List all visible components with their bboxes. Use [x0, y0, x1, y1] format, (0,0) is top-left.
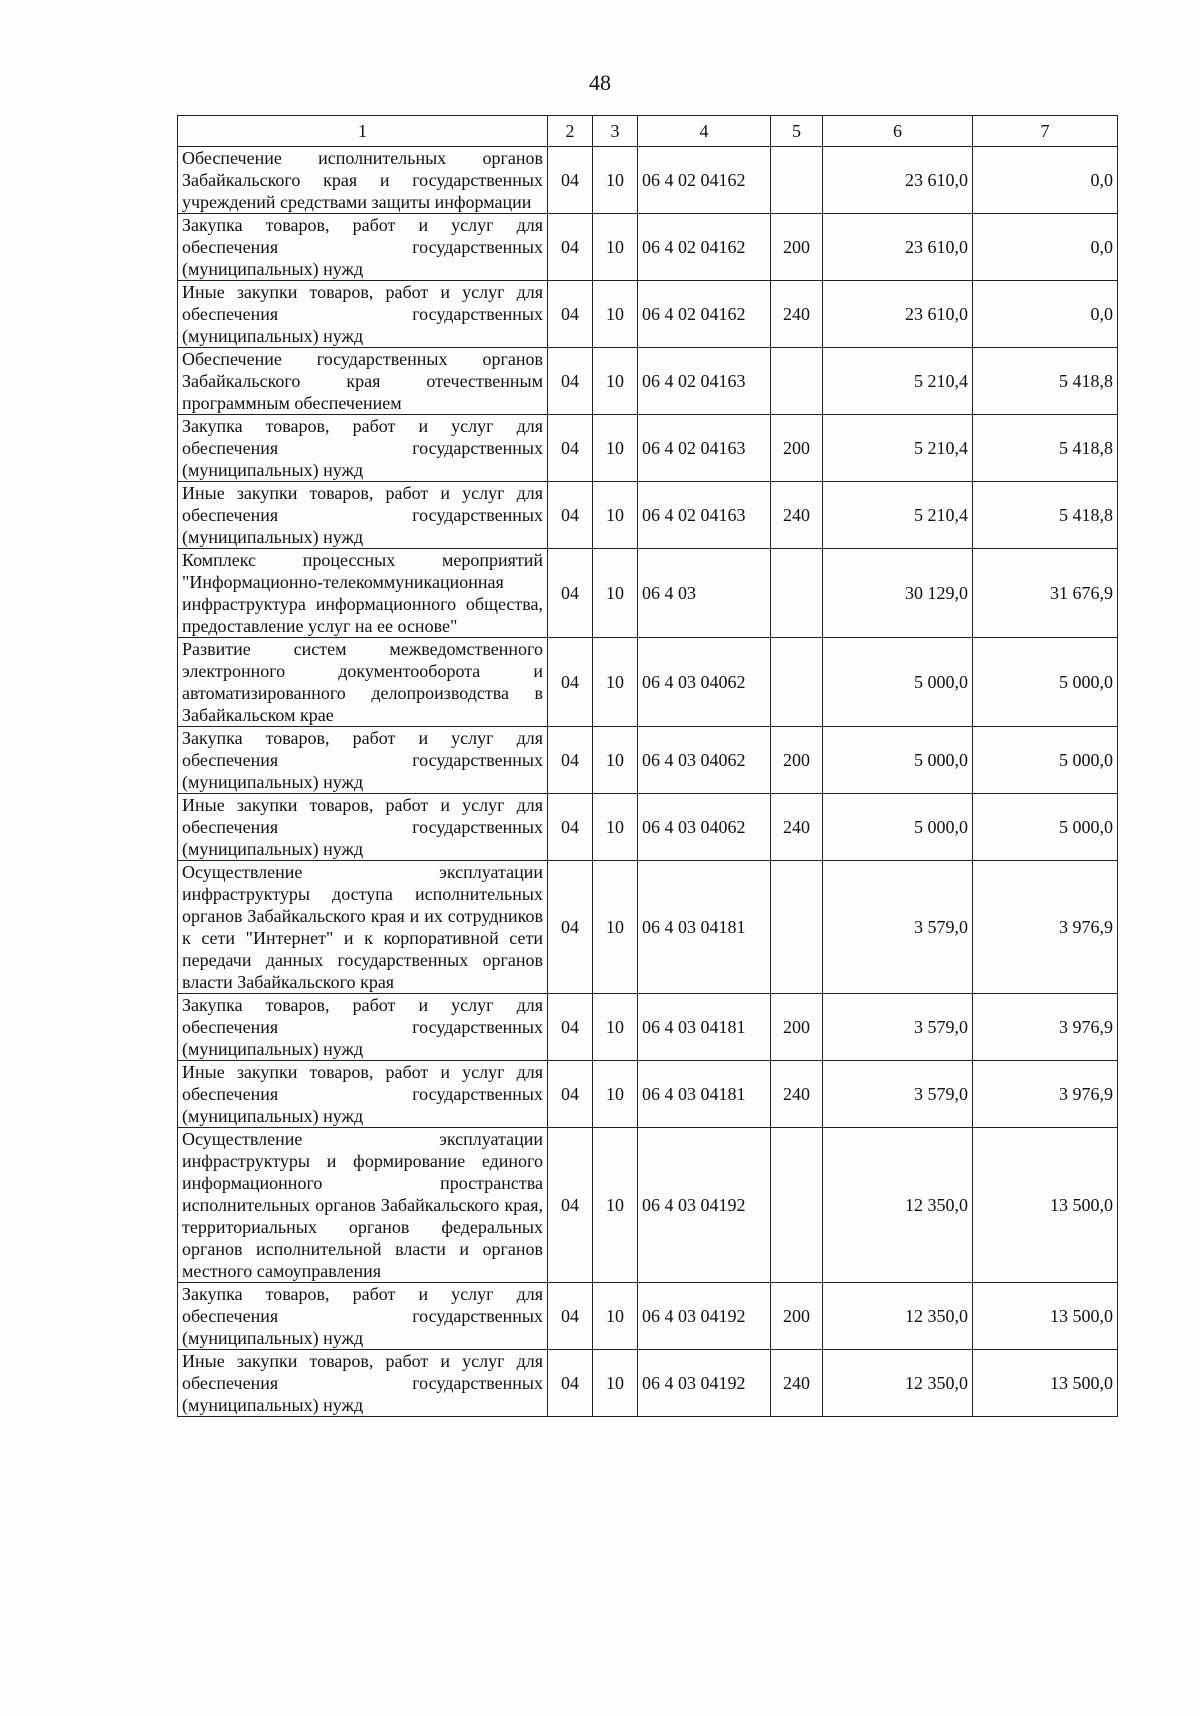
target-article-code: 06 4 02 04162 [638, 214, 771, 281]
target-article-code: 06 4 02 04163 [638, 415, 771, 482]
subsection-code: 10 [593, 214, 638, 281]
target-article-code: 06 4 03 04181 [638, 994, 771, 1061]
expense-type-code: 200 [771, 994, 823, 1061]
amount-year-1: 5 210,4 [823, 415, 973, 482]
amount-year-1: 3 579,0 [823, 994, 973, 1061]
item-name: Иные закупки товаров, работ и услуг для обеспечения государственных (муниципальных) нужд [178, 1350, 548, 1417]
item-name: Иные закупки товаров, работ и услуг для обеспечения государственных (муниципальных) нужд [178, 794, 548, 861]
section-code: 04 [548, 794, 593, 861]
target-article-code: 06 4 03 04181 [638, 861, 771, 994]
amount-year-1: 12 350,0 [823, 1128, 973, 1283]
amount-year-2: 5 000,0 [973, 638, 1118, 727]
target-article-code: 06 4 03 04192 [638, 1350, 771, 1417]
item-name: Осуществление эксплуатации инфраструктуры и формирование единого информационного пространства исполнительных органов Забайкальского края, территориальных органов федеральных органов исполнительной власти и органов местного самоуправления [178, 1128, 548, 1283]
amount-year-2: 31 676,9 [973, 549, 1118, 638]
section-code: 04 [548, 549, 593, 638]
target-article-code: 06 4 02 04163 [638, 348, 771, 415]
amount-year-1: 30 129,0 [823, 549, 973, 638]
subsection-code: 10 [593, 415, 638, 482]
expense-type-code: 200 [771, 415, 823, 482]
subsection-code: 10 [593, 281, 638, 348]
amount-year-2: 13 500,0 [973, 1350, 1118, 1417]
amount-year-2: 5 418,8 [973, 415, 1118, 482]
expense-type-code: 200 [771, 1283, 823, 1350]
table-row [178, 348, 1118, 415]
item-name: Иные закупки товаров, работ и услуг для обеспечения государственных (муниципальных) нужд [178, 281, 548, 348]
item-name: Обеспечение исполнительных органов Забайкальского края и государственных учреждений средствами защиты информации [178, 147, 548, 214]
expense-type-code [771, 861, 823, 994]
section-code: 04 [548, 638, 593, 727]
table-body [178, 147, 1118, 1417]
amount-year-1: 23 610,0 [823, 281, 973, 348]
expense-type-code: 200 [771, 727, 823, 794]
table-row [178, 1350, 1118, 1417]
expense-type-code [771, 147, 823, 214]
amount-year-2: 5 000,0 [973, 794, 1118, 861]
section-code: 04 [548, 415, 593, 482]
target-article-code: 06 4 02 04162 [638, 281, 771, 348]
subsection-code: 10 [593, 1350, 638, 1417]
section-code: 04 [548, 348, 593, 415]
target-article-code: 06 4 03 04192 [638, 1128, 771, 1283]
item-name: Осуществление эксплуатации инфраструктуры доступа исполнительных органов Забайкальского края и их сотрудников к сети "Интернет" и к корпоративной сети передачи данных государственных органов власти Забайкальского края [178, 861, 548, 994]
expense-type-code [771, 549, 823, 638]
target-article-code: 06 4 03 04062 [638, 727, 771, 794]
amount-year-1: 23 610,0 [823, 214, 973, 281]
section-code: 04 [548, 861, 593, 994]
header-col-7: 7 [973, 116, 1118, 147]
expense-type-code: 200 [771, 214, 823, 281]
table-row [178, 1128, 1118, 1283]
amount-year-1: 23 610,0 [823, 147, 973, 214]
table-row [178, 549, 1118, 638]
amount-year-1: 5 000,0 [823, 727, 973, 794]
table-row [178, 794, 1118, 861]
section-code: 04 [548, 214, 593, 281]
section-code: 04 [548, 482, 593, 549]
subsection-code: 10 [593, 549, 638, 638]
table-row [178, 861, 1118, 994]
expense-type-code: 240 [771, 794, 823, 861]
budget-table [177, 115, 1118, 1417]
item-name: Иные закупки товаров, работ и услуг для обеспечения государственных (муниципальных) нужд [178, 482, 548, 549]
target-article-code: 06 4 03 04192 [638, 1283, 771, 1350]
target-article-code: 06 4 03 04062 [638, 794, 771, 861]
subsection-code: 10 [593, 147, 638, 214]
expense-type-code: 240 [771, 281, 823, 348]
table-row [178, 1283, 1118, 1350]
header-col-3: 3 [593, 116, 638, 147]
subsection-code: 10 [593, 1128, 638, 1283]
subsection-code: 10 [593, 348, 638, 415]
item-name: Обеспечение государственных органов Забайкальского края отечественным программным обеспечением [178, 348, 548, 415]
section-code: 04 [548, 1350, 593, 1417]
section-code: 04 [548, 994, 593, 1061]
section-code: 04 [548, 147, 593, 214]
section-code: 04 [548, 1128, 593, 1283]
subsection-code: 10 [593, 794, 638, 861]
item-name: Закупка товаров, работ и услуг для обеспечения государственных (муниципальных) нужд [178, 727, 548, 794]
section-code: 04 [548, 1061, 593, 1128]
header-col-5: 5 [771, 116, 823, 147]
amount-year-1: 5 210,4 [823, 348, 973, 415]
amount-year-1: 5 000,0 [823, 794, 973, 861]
header-col-4: 4 [638, 116, 771, 147]
item-name: Иные закупки товаров, работ и услуг для обеспечения государственных (муниципальных) нужд [178, 1061, 548, 1128]
subsection-code: 10 [593, 994, 638, 1061]
amount-year-2: 5 000,0 [973, 727, 1118, 794]
amount-year-1: 12 350,0 [823, 1283, 973, 1350]
table-row [178, 994, 1118, 1061]
table-row [178, 281, 1118, 348]
item-name: Закупка товаров, работ и услуг для обеспечения государственных (муниципальных) нужд [178, 214, 548, 281]
subsection-code: 10 [593, 727, 638, 794]
subsection-code: 10 [593, 1283, 638, 1350]
target-article-code: 06 4 03 04062 [638, 638, 771, 727]
table-row [178, 638, 1118, 727]
table-row [178, 1061, 1118, 1128]
page-number: 48 [589, 70, 611, 95]
section-code: 04 [548, 281, 593, 348]
amount-year-2: 3 976,9 [973, 1061, 1118, 1128]
target-article-code: 06 4 03 04181 [638, 1061, 771, 1128]
table-row [178, 727, 1118, 794]
amount-year-1: 5 000,0 [823, 638, 973, 727]
expense-type-code: 240 [771, 482, 823, 549]
expense-type-code: 240 [771, 1061, 823, 1128]
expense-type-code [771, 348, 823, 415]
expense-type-code [771, 638, 823, 727]
target-article-code: 06 4 03 [638, 549, 771, 638]
amount-year-2: 3 976,9 [973, 861, 1118, 994]
expense-type-code [771, 1128, 823, 1283]
section-code: 04 [548, 1283, 593, 1350]
table-row [178, 415, 1118, 482]
amount-year-1: 5 210,4 [823, 482, 973, 549]
target-article-code: 06 4 02 04163 [638, 482, 771, 549]
amount-year-2: 13 500,0 [973, 1128, 1118, 1283]
header-col-1: 1 [178, 116, 548, 147]
header-col-2: 2 [548, 116, 593, 147]
amount-year-1: 12 350,0 [823, 1350, 973, 1417]
header-col-6: 6 [823, 116, 973, 147]
amount-year-2: 0,0 [973, 147, 1118, 214]
header-row [178, 116, 1118, 147]
table-row [178, 214, 1118, 281]
amount-year-2: 0,0 [973, 214, 1118, 281]
amount-year-1: 3 579,0 [823, 861, 973, 994]
item-name: Закупка товаров, работ и услуг для обеспечения государственных (муниципальных) нужд [178, 415, 548, 482]
item-name: Комплекс процессных мероприятий "Информационно-телекоммуникационная инфраструктура информационного общества, предоставление услуг на ее основе" [178, 549, 548, 638]
amount-year-2: 5 418,8 [973, 348, 1118, 415]
subsection-code: 10 [593, 1061, 638, 1128]
table-row [178, 482, 1118, 549]
item-name: Закупка товаров, работ и услуг для обеспечения государственных (муниципальных) нужд [178, 1283, 548, 1350]
amount-year-1: 3 579,0 [823, 1061, 973, 1128]
subsection-code: 10 [593, 482, 638, 549]
subsection-code: 10 [593, 638, 638, 727]
table-row [178, 147, 1118, 214]
item-name: Развитие систем межведомственного электронного документооборота и автоматизированного делопроизводства в Забайкальском крае [178, 638, 548, 727]
amount-year-2: 3 976,9 [973, 994, 1118, 1061]
section-code: 04 [548, 727, 593, 794]
target-article-code: 06 4 02 04162 [638, 147, 771, 214]
item-name: Закупка товаров, работ и услуг для обеспечения государственных (муниципальных) нужд [178, 994, 548, 1061]
amount-year-2: 5 418,8 [973, 482, 1118, 549]
subsection-code: 10 [593, 861, 638, 994]
expense-type-code: 240 [771, 1350, 823, 1417]
amount-year-2: 13 500,0 [973, 1283, 1118, 1350]
amount-year-2: 0,0 [973, 281, 1118, 348]
